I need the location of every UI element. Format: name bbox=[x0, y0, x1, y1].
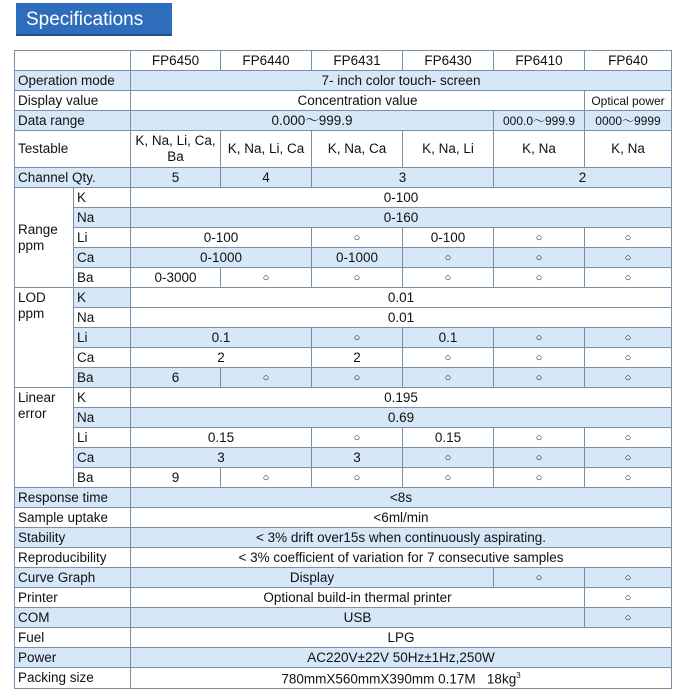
row-channel-qty bbox=[15, 168, 672, 188]
cell-fp640: Optical power bbox=[585, 91, 672, 111]
na-symbol: ○ bbox=[494, 468, 585, 488]
element-label: Na bbox=[74, 308, 131, 328]
na-symbol: ○ bbox=[494, 328, 585, 348]
row-display-value bbox=[15, 91, 672, 111]
model-fp6450: FP6450 bbox=[131, 51, 221, 71]
row-label: Data range bbox=[15, 111, 131, 131]
row-fuel bbox=[15, 628, 672, 648]
na-symbol: ○ bbox=[585, 248, 672, 268]
cell-value: <6ml/min bbox=[131, 508, 672, 528]
na-symbol: ○ bbox=[585, 328, 672, 348]
na-symbol: ○ bbox=[494, 248, 585, 268]
element-label: Ca bbox=[74, 448, 131, 468]
row-range-k bbox=[15, 188, 672, 208]
na-symbol: ○ bbox=[312, 368, 403, 388]
na-symbol: ○ bbox=[221, 368, 312, 388]
row-curve-graph bbox=[15, 568, 672, 588]
na-symbol: ○ bbox=[494, 268, 585, 288]
cell-fp6450: 6 bbox=[131, 368, 221, 388]
cell-value: 0.000～999.9 bbox=[131, 111, 494, 131]
element-label: Li bbox=[74, 428, 131, 448]
cell-value: 0.69 bbox=[131, 408, 672, 428]
cell-fp6450: 5 bbox=[131, 168, 221, 188]
row-data-range bbox=[15, 111, 672, 131]
row-linear-li bbox=[15, 428, 672, 448]
cell-value: 2 bbox=[131, 348, 312, 368]
na-symbol: ○ bbox=[494, 368, 585, 388]
cell-fp6440: K, Na, Li, Ca bbox=[221, 131, 312, 168]
row-com bbox=[15, 608, 672, 628]
row-lod-na bbox=[15, 308, 672, 328]
cell-fp6431: 2 bbox=[312, 348, 403, 368]
row-label: Testable bbox=[15, 131, 131, 168]
cell-fp640: K, Na bbox=[585, 131, 672, 168]
cell-value: < 3% coefficient of variation for 7 consecutive samples bbox=[131, 548, 672, 568]
na-symbol: ○ bbox=[585, 228, 672, 248]
cell-fp6430: K, Na, Li bbox=[403, 131, 494, 168]
model-fp6410: FP6410 bbox=[494, 51, 585, 71]
na-symbol: ○ bbox=[221, 468, 312, 488]
row-label: Fuel bbox=[15, 628, 131, 648]
row-label: Packing size bbox=[15, 668, 131, 689]
na-symbol: ○ bbox=[312, 468, 403, 488]
row-label: Curve Graph bbox=[15, 568, 131, 588]
na-symbol: ○ bbox=[585, 588, 672, 608]
row-lod-k bbox=[15, 288, 672, 308]
cell-fp6450: K, Na, Li, Ca, Ba bbox=[131, 131, 221, 168]
na-symbol: ○ bbox=[494, 348, 585, 368]
row-label: Power bbox=[15, 648, 131, 668]
element-label: K bbox=[74, 288, 131, 308]
cell-value: 0.195 bbox=[131, 388, 672, 408]
na-symbol: ○ bbox=[585, 348, 672, 368]
cell-value: Display bbox=[131, 568, 494, 588]
cell-last: 2 bbox=[494, 168, 672, 188]
row-label: Reproducibility bbox=[15, 548, 131, 568]
cell-value: 7- inch color touch- screen bbox=[131, 71, 672, 91]
na-symbol: ○ bbox=[221, 268, 312, 288]
cell-fp6431: K, Na, Ca bbox=[312, 131, 403, 168]
cell-value: USB bbox=[131, 608, 585, 628]
element-label: Ca bbox=[74, 348, 131, 368]
na-symbol: ○ bbox=[585, 608, 672, 628]
group-label-range: Range ppm bbox=[15, 188, 74, 288]
na-symbol: ○ bbox=[403, 468, 494, 488]
na-symbol: ○ bbox=[403, 348, 494, 368]
element-label: Na bbox=[74, 208, 131, 228]
element-label: Ca bbox=[74, 248, 131, 268]
na-symbol: ○ bbox=[494, 568, 585, 588]
na-symbol: ○ bbox=[312, 268, 403, 288]
cell-fp6430: 0.1 bbox=[403, 328, 494, 348]
na-symbol: ○ bbox=[585, 428, 672, 448]
cell-value: 0.01 bbox=[131, 288, 672, 308]
cell-value: 0-100 bbox=[131, 228, 312, 248]
row-stability bbox=[15, 528, 672, 548]
na-symbol: ○ bbox=[585, 268, 672, 288]
element-label: Li bbox=[74, 228, 131, 248]
row-sample-uptake bbox=[15, 508, 672, 528]
cell-fp6450: 9 bbox=[131, 468, 221, 488]
row-range-li bbox=[15, 228, 672, 248]
cell-value: 3 bbox=[131, 448, 312, 468]
na-symbol: ○ bbox=[585, 468, 672, 488]
row-range-na bbox=[15, 208, 672, 228]
row-label: Printer bbox=[15, 588, 131, 608]
row-label: Stability bbox=[15, 528, 131, 548]
row-response-time bbox=[15, 488, 672, 508]
cell-value: 0.01 bbox=[131, 308, 672, 328]
model-fp640: FP640 bbox=[585, 51, 672, 71]
page-title: Specifications bbox=[16, 3, 172, 36]
cell-fp6430: 0.15 bbox=[403, 428, 494, 448]
cell-value bbox=[131, 668, 672, 689]
element-label: Ba bbox=[74, 468, 131, 488]
row-label: COM bbox=[15, 608, 131, 628]
row-label: Sample uptake bbox=[15, 508, 131, 528]
row-lod-li bbox=[15, 328, 672, 348]
model-fp6430: FP6430 bbox=[403, 51, 494, 71]
cell-value: 0-1000 bbox=[131, 248, 312, 268]
element-label: Li bbox=[74, 328, 131, 348]
row-label: Response time bbox=[15, 488, 131, 508]
na-symbol: ○ bbox=[585, 368, 672, 388]
row-linear-ca bbox=[15, 448, 672, 468]
row-range-ba bbox=[15, 268, 672, 288]
row-linear-na bbox=[15, 408, 672, 428]
na-symbol: ○ bbox=[312, 328, 403, 348]
specifications-table bbox=[14, 50, 672, 689]
element-label: Na bbox=[74, 408, 131, 428]
element-label: K bbox=[74, 388, 131, 408]
packing-dimensions: 780mmX560mmX390mm 0.17M bbox=[281, 671, 476, 687]
row-label: Operation mode bbox=[15, 71, 131, 91]
cell-value: Concentration value bbox=[131, 91, 585, 111]
na-symbol: ○ bbox=[403, 268, 494, 288]
na-symbol: ○ bbox=[403, 368, 494, 388]
row-operation-mode bbox=[15, 71, 672, 91]
cell-value: LPG bbox=[131, 628, 672, 648]
cell-value: 0-160 bbox=[131, 208, 672, 228]
group-label-linear: Linear error bbox=[15, 388, 74, 488]
row-testable bbox=[15, 131, 672, 168]
cell-value: 0-100 bbox=[131, 188, 672, 208]
model-fp6431: FP6431 bbox=[312, 51, 403, 71]
row-label: Display value bbox=[15, 91, 131, 111]
cell-value: 0.1 bbox=[131, 328, 312, 348]
cell-fp6410: 000.0～999.9 bbox=[494, 111, 585, 131]
packing-weight-sup: 3 bbox=[516, 671, 521, 680]
row-range-ca bbox=[15, 248, 672, 268]
cell-value: AC220V±22V 50Hz±1Hz,250W bbox=[131, 648, 672, 668]
cell-fp6431: 0-1000 bbox=[312, 248, 403, 268]
na-symbol: ○ bbox=[494, 428, 585, 448]
na-symbol: ○ bbox=[312, 428, 403, 448]
na-symbol: ○ bbox=[585, 448, 672, 468]
element-label: Ba bbox=[74, 268, 131, 288]
row-power bbox=[15, 648, 672, 668]
na-symbol: ○ bbox=[403, 248, 494, 268]
cell-value: < 3% drift over15s when continuously aspirating. bbox=[131, 528, 672, 548]
cell-fp6440: 4 bbox=[221, 168, 312, 188]
corner-cell bbox=[15, 51, 131, 71]
row-lod-ba bbox=[15, 368, 672, 388]
row-reproducibility bbox=[15, 548, 672, 568]
element-label: Ba bbox=[74, 368, 131, 388]
row-packing-size bbox=[15, 668, 672, 689]
na-symbol: ○ bbox=[494, 448, 585, 468]
cell-fp640: 0000～9999 bbox=[585, 111, 672, 131]
cell-value: <8s bbox=[131, 488, 672, 508]
cell-mid: 3 bbox=[312, 168, 494, 188]
row-label: Channel Qty. bbox=[15, 168, 131, 188]
row-lod-ca bbox=[15, 348, 672, 368]
cell-value: Optional build-in thermal printer bbox=[131, 588, 585, 608]
row-linear-k bbox=[15, 388, 672, 408]
group-label-lod: LOD ppm bbox=[15, 288, 74, 388]
cell-fp6431: 3 bbox=[312, 448, 403, 468]
row-linear-ba bbox=[15, 468, 672, 488]
na-symbol: ○ bbox=[312, 228, 403, 248]
cell-fp6430: 0-100 bbox=[403, 228, 494, 248]
cell-fp6450: 0-3000 bbox=[131, 268, 221, 288]
row-printer bbox=[15, 588, 672, 608]
na-symbol: ○ bbox=[403, 448, 494, 468]
cell-fp6410: K, Na bbox=[494, 131, 585, 168]
cell-value: 0.15 bbox=[131, 428, 312, 448]
model-fp6440: FP6440 bbox=[221, 51, 312, 71]
element-label: K bbox=[74, 188, 131, 208]
model-header-row bbox=[15, 51, 672, 71]
packing-weight: 18kg bbox=[486, 671, 517, 687]
na-symbol: ○ bbox=[585, 568, 672, 588]
na-symbol: ○ bbox=[494, 228, 585, 248]
